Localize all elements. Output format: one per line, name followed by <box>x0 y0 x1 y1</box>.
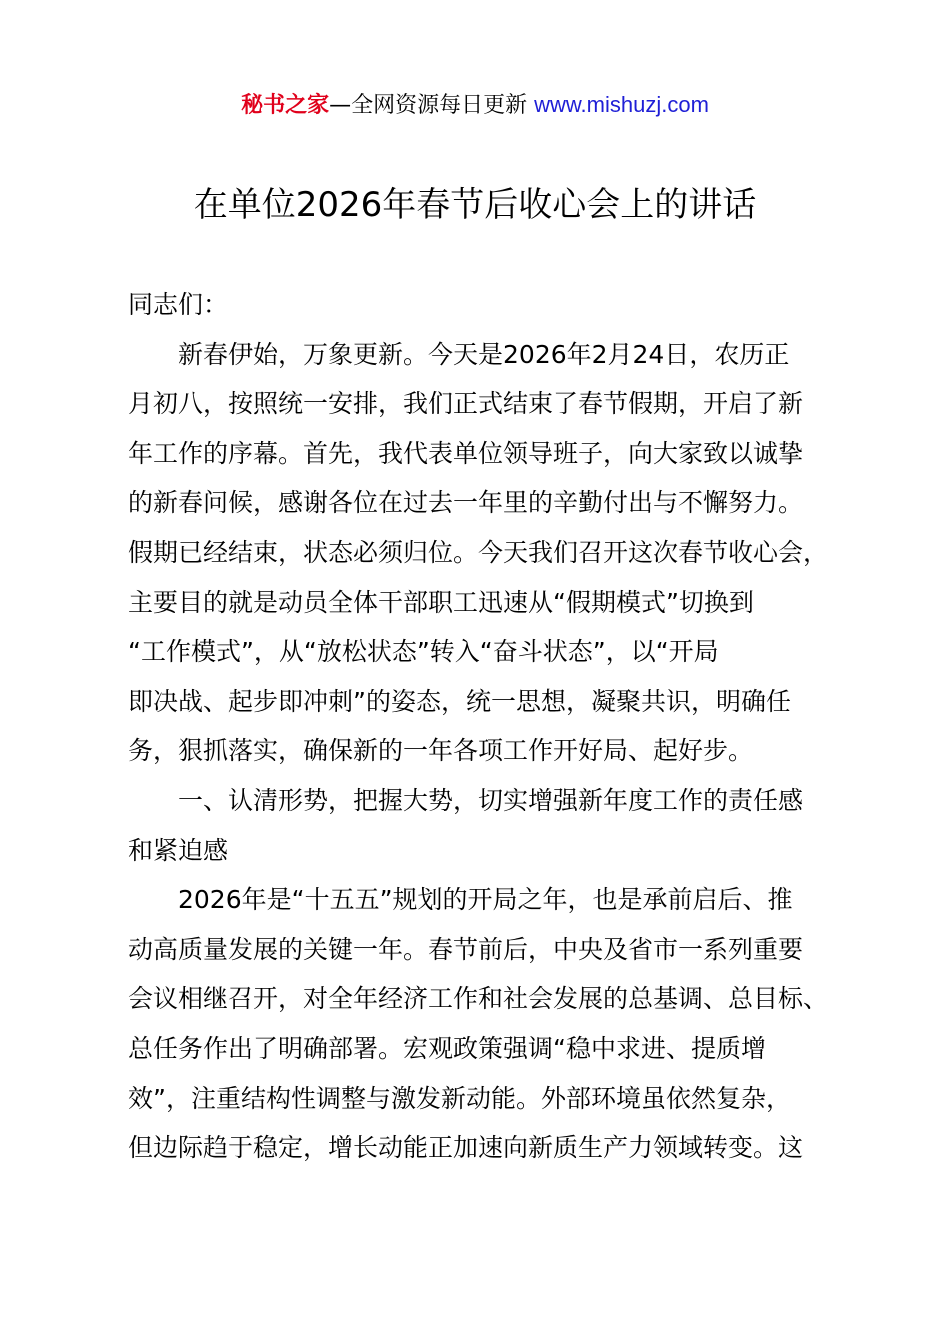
text-line: 总任务作出了明确部署。宏观政策强调“稳中求进、提质增 <box>128 1033 766 1063</box>
text-line: 动高质量发展的关键一年。春节前后，中央及省市一系列重要 <box>128 934 804 964</box>
text-line: 2026年是“十五五”规划的开局之年，也是承前启后、推 <box>178 885 793 915</box>
text-line: 但边际趋于稳定，增长动能正加速向新质生产力领域转变。这 <box>128 1133 804 1163</box>
text-line: 即决战、起步即冲刺”的姿态，统一思想，凝聚共识，明确任 <box>128 686 791 716</box>
section-heading-line: 一、认清形势，把握大势，切实增强新年度工作的责任感 <box>178 785 804 815</box>
document-body <box>128 280 828 1173</box>
text-line: 务，狠抓落实，确保新的一年各项工作开好局、起好步。 <box>128 736 754 766</box>
site-brand-name: 秘书之家 <box>241 93 330 118</box>
text-line: 主要目的就是动员全体干部职工迅速从“假期模式”切换到 <box>128 587 754 617</box>
text-line: 的新春问候，感谢各位在过去一年里的辛勤付出与不懈努力。 <box>128 488 804 518</box>
text-line: 效”，注重结构性调整与激发新动能。外部环境虽依然复杂， <box>128 1083 791 1113</box>
text-line: 新春伊始，万象更新。今天是2026年2月24日，农历正 <box>178 339 790 369</box>
site-url[interactable]: www.mishuzj.com <box>534 92 709 117</box>
site-tagline: —全网资源每日更新 <box>329 93 528 118</box>
document-title: 在单位2026年春节后收心会上的讲话 <box>193 185 757 225</box>
section-heading-line: 和紧迫感 <box>128 835 229 865</box>
text-line: 年工作的序幕。首先，我代表单位领导班子，向大家致以诚挚 <box>128 438 804 468</box>
site-header-banner <box>0 88 950 123</box>
text-line: 会议相继召开，对全年经济工作和社会发展的总基调、总目标、 <box>128 984 829 1014</box>
salutation-line: 同志们： <box>128 290 229 319</box>
text-line: 月初八，按照统一安排，我们正式结束了春节假期，开启了新 <box>128 389 804 419</box>
text-line: 假期已经结束，状态必须归位。今天我们召开这次春节收心会， <box>128 537 829 567</box>
text-line: “工作模式”，从“放松状态”转入“奋斗状态”，以“开局 <box>128 637 719 667</box>
